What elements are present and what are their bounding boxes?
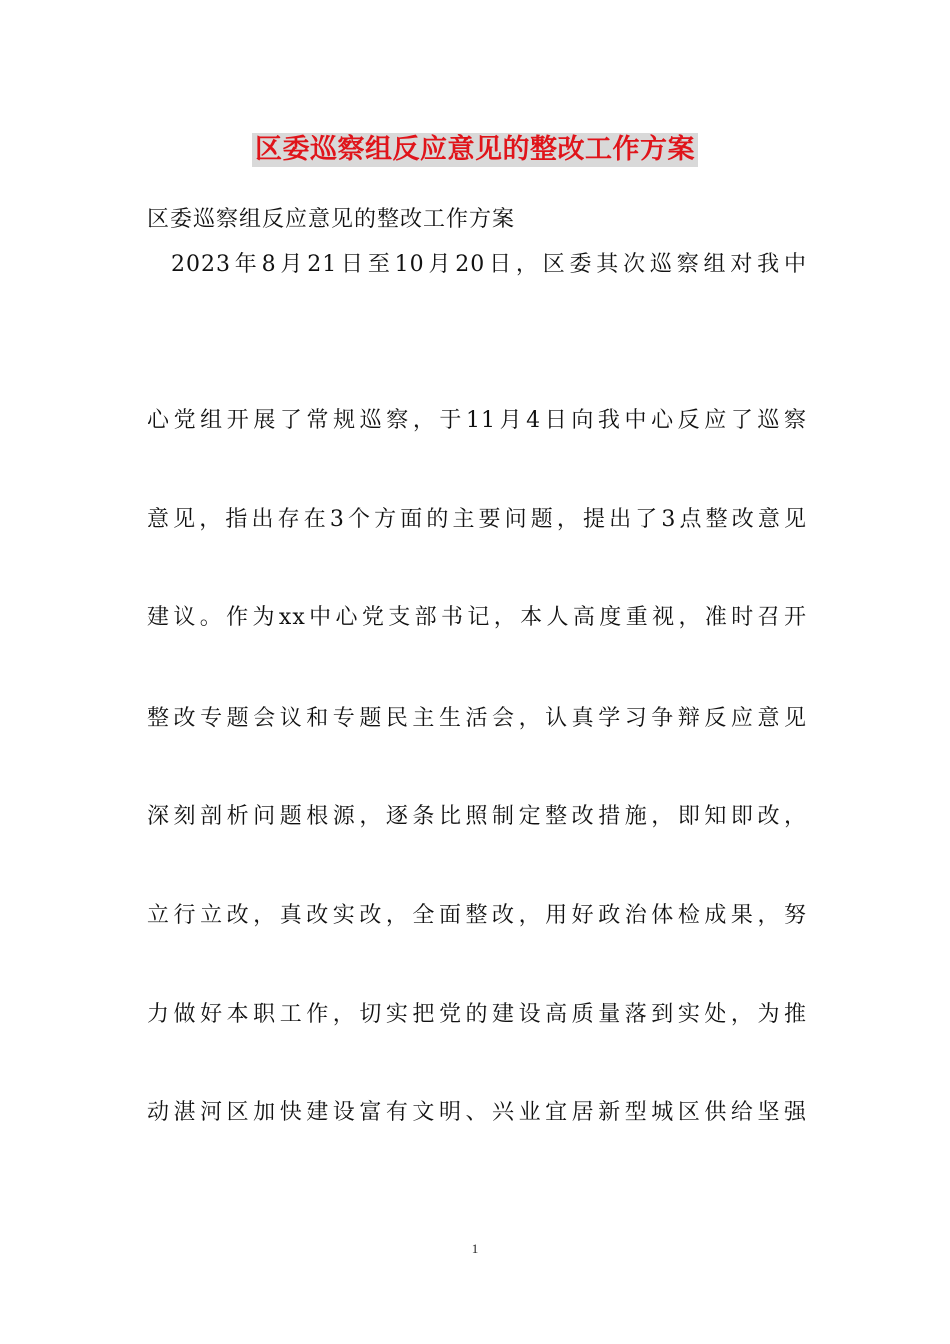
paragraph-line-6: 深刻剖析问题根源，逐条比照制定整改措施，即知即改，: [147, 804, 807, 829]
document-subtitle: 区委巡察组反应意见的整改工作方案: [147, 207, 516, 232]
page-number: 1: [471, 1241, 479, 1256]
paragraph-line-5: 整改专题会议和专题民主生活会，认真学习争辩反应意见: [147, 706, 807, 731]
paragraph-line-9: 动湛河区加快建设富有文明、兴业宜居新型城区供给坚强: [147, 1100, 807, 1125]
document-title: 区委巡察组反应意见的整改工作方案: [252, 133, 698, 167]
paragraph-line-3: 意见，指出存在3个方面的主要问题，提出了3点整改意见: [147, 507, 807, 532]
title-container: [0, 133, 950, 167]
paragraph-line-2: 心党组开展了常规巡察，于11月4日向我中心反应了巡察: [147, 408, 807, 433]
paragraph-line-8: 力做好本职工作，切实把党的建设高质量落到实处，为推: [147, 1002, 807, 1027]
paragraph-line-7: 立行立改，真改实改，全面整改，用好政治体检成果，努: [147, 903, 807, 928]
paragraph-line-1: 2023年8月21日至10月20日，区委其次巡察组对我中: [171, 252, 807, 277]
paragraph-line-4: 建议。作为xx中心党支部书记，本人高度重视，准时召开: [147, 605, 807, 630]
